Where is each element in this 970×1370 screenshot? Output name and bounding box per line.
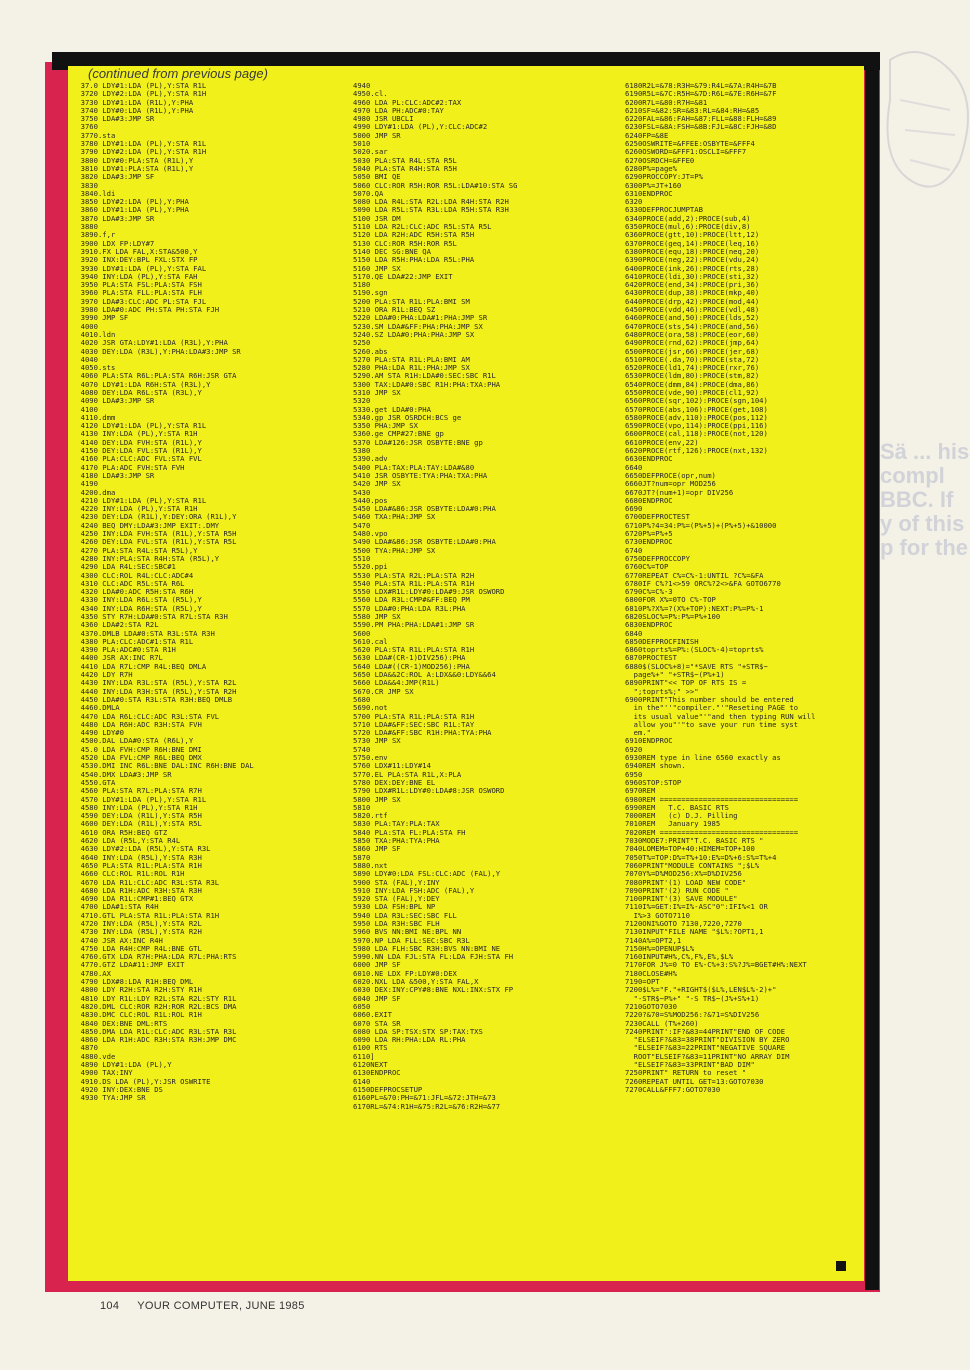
frame-side-bar (865, 62, 879, 1290)
page-footer (100, 1300, 323, 1312)
magazine-issue: YOUR COMPUTER, JUNE 1985 (137, 1300, 305, 1312)
listing-column-2: 4940 4950.cl. 4960 LDA PL:CLC:ADC#2:TAX 4970 LDA PH:ADC#0:TAY 4980 JSR UBCLI 4990 LDY#1:LDA (PL),Y:CLC:ADC#2 5000 JMP SR 5010 5020.sar 5030 PLA:STA R4L:STA R5L 5040 PLA:STA R4H:STA R5H 5050 BMI QE 5060 CLC:ROR R5H:ROR R5L:LDA#10:STA SG 5070.QA 5080 LDA R4L:STA R2L:LDA R4H:STA R2H 5090 LDA R5L:STA R3L:LDA R5H:STA R3H 5100 JSR DM 5110 LDA R2L:CLC:ADC R5L:STA R5L 5120 LDA R2H:ADC R5H:STA R5H 5130 CLC:ROR R5H:ROR R5L 5140 DEC SG:BNE QA 5150 LDA R5H:PHA:LDA R5L:PHA 5160 JMP SX 5170.QE LDA#22:JMP EXIT 5180 5190.sgn 5200 PLA:STA R1L:PLA:BMI SM 5210 ORA R1L:BEQ SZ 5220 LDA#0:PHA:LDA#1:PHA:JMP SR 5230.SM LDA#&FF:PHA:PHA:JMP SX 5240.SZ LDA#0:PHA:PHA:JMP SX 5250 5260.abs 5270 PLA:STA R1L:PLA:BMI AM 5280 PHA:LDA R1L:PHA:JMP SX 5290.AM STA R1H:LDA#0:SEC:SBC R1L 5300 TAX:LDA#0:SBC R1H:PHA:TXA:PHA 5310 JMP SX 5320 5330.get LDA#0:PHA 5340.gp JSR OSRDCH:BCS ge 5350 PHA:JMP SX 5360.ge CMP#27:BNE gp 5370 LDA#126:JSR OSBYTE:BNE gp 5380 5390.adv 5400 PLA:TAX:PLA:TAY:LDA#&80 5410 JSR OSBYTE:TYA:PHA:TXA:PHA 5420 JMP SX 5430 5440.pos 5450 LDA#&86:JSR OSBYTE:LDA#0:PHA 5460 TXA:PHA:JMP SX 5470 5480.vpo 5490 LDA#&86:JSR OSBYTE:LDA#0:PHA 5500 TYA:PHA:JMP SX 5510 5520.ppi 5530 PLA:STA R2L:PLA:STA R2H 5540 PLA:STA R1L:PLA:STA R1H 5550 LDX#R1L:LDY#0:LDA#9:JSR OSWORD 5560 LDA R3L:CMP#&FF:BEQ PM 5570 LDA#0:PHA:LDA R3L:PHA 5580 JMP SX 5590.PM PHA:PHA:LDA#1:JMP SR 5600 5610.cal 5620 PLA:STA R1L:PLA:STA R1H 5630 LDA#(CR-1)DIV256):PHA 5640 LDA#((CR-1)MOD256):PHA 5650 LDA&&2C:ROL A:LDX&&0:LDY&&64 5660 LDA&&4:JMP(R1L) 5670.CR JMP SX 5680 5690.not 5700 PLA:STA R1L:PLA:STA R1H 5710 LDA#&FF:SEC:SBC R1L:TAY 5720 LDA#&FF:SBC R1H:PHA:TYA:PHA 5730 JMP SX 5740 5750.env 5760 LDX#11:LDY#14 5770.EL PLA:STA R1L,X:PLA 5780 DEX:DEY:BNE EL 5790 LDX#R1L:LDY#0:LDA#8:JSR OSWORD 5800 JMP SX 5810 5820.rtf 5830 PLA:TAY:PLA:TAX 5840 PLA:STA FL:PLA:STA FH 5850 TXA:PHA:TYA:PHA 5860 JMP SF 5870 5880.nxt 5890 LDY#0:LDA FSL:CLC:ADC (FAL),Y 5900 STA (FAL),Y:INY 5910 INY:LDA FSH:ADC (FAL),Y 5920 STA (FAL),Y:DEY 5930 LDA FSH:BPL NP 5940 LDA R3L:SEC:SBC FLL 5950 LDA R3H:SBC FLH 5960 BVS NN:BMI NE:BPL NN 5970.NP LDA FLL:SEC:SBC R3L 5980 LDA FLH:SBC R3H:BVS NN:BMI NE 5990.NN LDA FJL:STA FL:LDA FJH:STA FH 6000 JMP SF 6010.NE LDX FP:LDY#0:DEX 6020.NXL LDA &500,Y:STA FAL,X 6030 DEX:INY:CPY#8:BNE NXL:INX:STX FP 6040 JMP SF 6050 6060.EXIT 6070 STA SR 6080 LDA SP:TSX:STX SP:TAX:TXS 6090 LDA RH:PHA:LDA RL:PHA 6100 RTS 6110] 6120NEXT 6130ENDPROC 6140 6150DEFPROCSETUP 6160PL=&70:PH=&71:JFL=&72:JTH=&73 6170RL=&74:R1H=&75:R2L=&76:R2H=&77 (353, 82, 518, 1111)
listing-column-3: 6180R2L=&78:R3H=&79:R4L=&7A:R4H=&7B 6190R5L=&7C:R5H=&7D:R6L=&7E:R6H=&7F 6200R7L=&80:R7H=&81 6210SF=&82:SR=&83:RL=&84:RH=&85 6220FAL=&86:FAH=&87:FLL=&88:FLH=&89 6230FSL=&8A:FSH=&8B:FJL=&8C:FJH=&8D 6240FP=&8E 6250OSWRITE=&FFEE:OSBYTE=&FFF4 6260OSWORD=&FFF1:OSCLI=&FFF7 6270OSRDCH=&FFE0 6280P%=page% 6290PROCCOPY:JT=P% 6300P%=JT+160 6310ENDPROC 6320 6330DEFPROCJUMPTAB 6340PROCE(add,2):PROCE(sub,4) 6350PROCE(mul,6):PROCE(div,8) 6360PROCE(gtt,10):PROCE(ltt,12) 6370PROCE(geq,14):PROCE(leq,16) 6380PROCE(equ,18):PROCE(neq,20) 6390PROCE(neg,22):PROCE(vdu,24) 6400PROCE(ink,26):PROCE(rts,28) 6410PROCE(ldi,30):PROCE(sti,32) 6420PROCE(end,34):PROCE(pri,36) 6430PROCE(dup,38):PROCE(mkp,40) 6440PROCE(drp,42):PROCE(mod,44) 6450PROCE(vdd,46):PROCE(vdl,48) 6460PROCE(and,50):PROCE(lds,52) 6470PROCE(sts,54):PROCE(and,56) 6480PROCE(ora,58):PROCE(eor,60) 6490PROCE(rnd,62):PROCE(jmp,64) 6500PROCE(jsr,66):PROCE(jer,68) 6510PROCE(.da,70):PROCE(sta,72) 6520PROCE(ld1,74):PROCE(rxr,76) 6530PROCE(ldm,80):PROCE(stm,82) 6540PROCE(dmm,84):PROCE(dma,86) 6550PROCE(vde,90):PROCE(cl1,92) 6560PROCE(sqr,102):PROCE(sgn,104) 6570PROCE(abs,106):PROCE(get,108) 6580PROCE(adv,110):PROCE(pos,112) 6590PROCE(vpo,114):PROCE(ppi,116) 6600PROCE(cal,118):PROCE(not,120) 6610PROCE(env,22) 6620PROCE(rtf,126):PROCE(nxt,132) 6630ENDPROC 6640 6650DEFPROCE(opr,num) 6660JT?num=opr MOD256 6670JT?(num+1)=opr DIV256 6680ENDPROC 6690 6700DEFPROCTEST 6710P%?4=34:P%=(P%+5)+(P%+5)+&10000 6720P%=P%+5 6730ENDPROC 6740 6750DEFPROCCOPY 6760C%=TOP 6770REPEAT C%=C%-1:UNTIL ?C%=&FA 6780IF C%?1<>59 ORC%?2<>&FA GOTO6770 6790C%=C%-3 6800FOR X%=0TO C%-TOP 6810P%?X%=?(X%+TOP):NEXT:P%=P%-1 6820SLOC%=P%:P%=P%+100 6830ENDPROC 6840 6850DEFPROCFINISH 6860toprts%=P%:(SLOC%-4)=toprts% 6870PROCTEST 6880$(SLOC%+8)="*SAVE RTS "+STR$~ page%+" "+STR$~(P%+1) 6890PRINT"<< TOP OF RTS IS = ";toprts%;" >>" 6900PRINT"This number should be entered in the"''"compiler."'"Reseting PAGE to its usual value"'"and then typing RUN will allow you"'"to save your run time syst em." 6910ENDPROC 6920 6930REM type in line 6560 exactly as 6940REM shown. 6950 6960STOP:STOP 6970REM 6980REM ================================ 6990REM T.C. BASIC RTS 7000REM (c) D.J. Pilling 7010REM January 1985 7020REM ================================ 7030MODE7:PRINT"T.C. BASIC RTS " 7040LOMEM=TOP+40:HIMEM=TOP+100 7050T%=TOP:D%=T%+10:E%=D%+6:S%=T%+4 7060PRINT"MODULE CONTAINS ";$L% 7070Y%=D%MOD256:X%=D%DIV256 7080PRINT'(1) LOAD NEW CODE" 7090PRINT'(2) RUN CODE " 7100PRINT'(3) SAVE MODULE" 7110I%=GET:I%=I%-ASC"0":IFI%<1 OR I%>3 GOTO7110 7120ONI%GOTO 7130,7220,7270 7130INPUT"FILE NAME "$L%:?OPT1,1 7140A%=OPT2,1 7150H%=OPENUP$L% 7160INPUT#H%,C%,F%,E%,$L% 7170FOR J%=0 TO E%-C%+3:S%?J%=BGET#H%:NEXT 7180CLOSE#H% 7190=OPT 7200$L%="F."+RIGHT$($L%,LEN$L%-2)+" "-STR$~P%+" "-S TR$~(J%+S%+1) 7210GOTO7030 7220?&70=S%MOD256:?&71=S%DIV256 7230CALL (T%+260) 7240PRINT':IF?&83=44PRINT"END OF CODE "ELSEIF?&83=38PRINT"DIVISION BY ZERO "ELSEIF?&83=22PRINT"NEGATIVE SQUARE ROOT"ELSEIF?&83=11PRINT"NO ARRAY DIM "ELSEIF?&83=33PRINT"BAD DIM" 7250PRINT" RETURN to reset " 7260REPEAT UNTIL GET=13:GOTO7030 7270CALL&FFF7:GOTO7030 (625, 82, 816, 1094)
background-illustration (880, 40, 970, 260)
background-article-text: Sä ... his compl BBC. If y of this p for the (880, 440, 970, 560)
listing-column-1: 37.0 LDY#1:LDA (PL),Y:STA R1L 3720 LDY#2:LDA (PL),Y:STA R1H 3730 LDY#1:LDA (R1L),Y:PHA 3740 LDY#0:LDA (R1L),Y:PHA 3750 LDA#3:JMP SR 3760 3770.sta 3780 LDY#1:LDA (PL),Y:STA R1L 3790 LDY#2:LDA (PL),Y:STA R1H 3800 LDY#0:PLA:STA (R1L),Y 3810 LDY#1:PLA:STA (R1L),Y 3820 LDA#3:JMP SF 3830 3840.ldi 3850 LDY#2:LDA (PL),Y:PHA 3860 LDY#1:LDA (PL),Y:PHA 3870 LDA#3:JMP SR 3880 3890.f,r 3900 LDX FP:LDY#7 3910.FX LDA FAL,X:STA&500,Y 3920 INX:DEY:BPL FXL:STX FP 3930 LDY#1:LDA (PL),Y:STA FAL 3940 INY:LDA (PL),Y:STA FAH 3950 PLA:STA FSL:PLA:STA FSH 3960 PLA:STA FLL:PLA:STA FLH 3970 LDA#3:CLC:ADC PL:STA FJL 3980 LDA#0:ADC PH:STA PH:STA FJH 3990 JMP SF 4000 4010.ldn 4020 JSR GTA:LDY#1:LDA (R3L),Y:PHA 4030 DEY:LDA (R3L),Y:PHA:LDA#3:JMP SR 4040 4050.sts 4060 PLA:STA R6L:PLA:STA R6H:JSR GTA 4070 LDY#1:LDA R6H:STA (R3L),Y 4080 DEY:LDA R6L:STA (R3L),Y 4090 LDA#3:JMP SR 4100 4110.dmm 4120 LDY#1:LDA (PL),Y:STA R1L 4130 INY:LDA (PL),Y:STA R1H 4140 DEY:LDA FVH:STA (R1L),Y 4150 DEY:LDA FVL:STA (R1L),Y 4160 PLA:CLC:ADC FVL:STA FVL 4170 PLA:ADC FVH:STA FVH 4180 LDA#3:JMP SR 4190 4200.dma 4210 LDY#1:LDA (PL),Y:STA R1L 4220 INY:LDA (PL),Y:STA R1H 4230 DEY:LDA (R1L),Y:DEY:ORA (R1L),Y 4240 BEQ DMY:LDA#3:JMP EXIT:.DMY 4250 INY:LDA FVH:STA (R1L),Y:STA R5H 4260 DEY:LDA FVL:STA (R1L),Y:STA R5L 4270 PLA:STA R4L:STA R5L),Y 4280 INY:PLA:STA R4H:STA (R5L),Y 4290 LDA R4L:SEC:SBC#1 4300 CLC:ROL R4L:CLC:ADC#4 4310 CLC:ADC R5L:STA R6L 4320 LDA#0:ADC R5H:STA R6H 4330 INY:LDA R6L:STA (R5L),Y 4340 INY:LDA R6H:STA (R5L),Y 4350 STY R7H:LDA#0:STA R7L:STA R3H 4360 LDA#2:STA R2L 4370.DMLB LDA#0:STA R3L:STA R3H 4380 PLA:CLC:ADC#1:STA R1L 4390 PLA:ADC#0:STA R1H 4400 JSR AX:INC R7L 4410 LDA R7L:CMP R4L:BEQ DMLA 4420 LDY R7H 4430 INY:LDA R3L:STA (R5L),Y:STA R2L 4440 INY:LDA R3H:STA (R5L),Y:STA R2H 4450 LDA#0:STA R3L:STA R3H:BEQ DMLB 4460.DMLA 4470 LDA R6L:CLC:ADC R3L:STA FVL 4480 LDA R6H:ADC R3H:STA FVH 4490 LDY#0 4500.DAL LDA#0:STA (R6L),Y 45.0 LDA FVH:CMP R6H:BNE DMI 4520 LDA FVL:CMP R6L:BEQ DMX 4530.DMI INC R6L:BNE DAL:INC R6H:BNE DAL 4540.DMX LDA#3:JMP SR 4550.GTA 4560 PLA:STA R7L:PLA:STA R7H 4570 LDY#1:LDA (PL),Y:STA R1L 4580 INY:LDA (PL),Y:STA R1H 4590 DEY:LDA (R1L),Y:STA R5H 4600 DEY:LDA (R1L),Y:STA R5L 4610 ORA R5H:BEQ GTZ 4620 LDA (R5L,Y:STA R4L 4630 LDY#2:LDA (R5L),Y:STA R3L 4640 INY:LDA (R5L),Y:STA R3H 4650 PLA:STA R1L:PLA:STA R1H 4660 CLC:ROL R1L:ROL R1H 4670 LDA R1L:CLC:ADC R3L:STA R3L 4680 LDA R1H:ADC R3H:STA R3H 4690 LDA R1L:CMP#1:BEQ GTX 4700 LDA#1:STA R4H 4710.GTL PLA:STA R1L:PLA:STA R1H 4720 INY:LDA (R5L),Y:STA R2L 4730 INY:LDA (R5L),Y:STA R2H 4740 JSR AX:INC R4H 4750 LDA R4H:CMP R4L:BNE GTL 4760.GTX LDA R7H:PHA:LDA R7L:PHA:RTS 4770.GTZ LDA#11:JMP EXIT 4780.AX 4790 LDX#8:LDA R1H:BEQ DML 4800 LDY R2H:STA R2H:STY R1H 4810 LDY R1L:LDY R2L:STA R2L:STY R1L 4820.DML CLC:ROR R2H:ROR R2L:BCS DMA 4830.DMC CLC:ROL R1L:ROL R1H 4840 DEX:BNE DML:RTS 4850.DMA LDA R1L:CLC:ADC R3L:STA R3L 4860 LDA R1H:ADC R3H:STA R3H:JMP DMC 4870 4880.vde 4890 LDY#1:LDA (PL),Y 4900 TAX:INY 4910.DS LDA (PL),Y:JSR OSWRITE 4920 INY:DEX:BNE DS 4930 TYA:JMP SR (80, 82, 254, 1103)
continued-note: (continued from previous page) (88, 66, 268, 81)
code-listing-sheet (68, 66, 864, 1281)
page-number: 104 (100, 1300, 120, 1312)
end-of-listing-mark (836, 1261, 846, 1271)
